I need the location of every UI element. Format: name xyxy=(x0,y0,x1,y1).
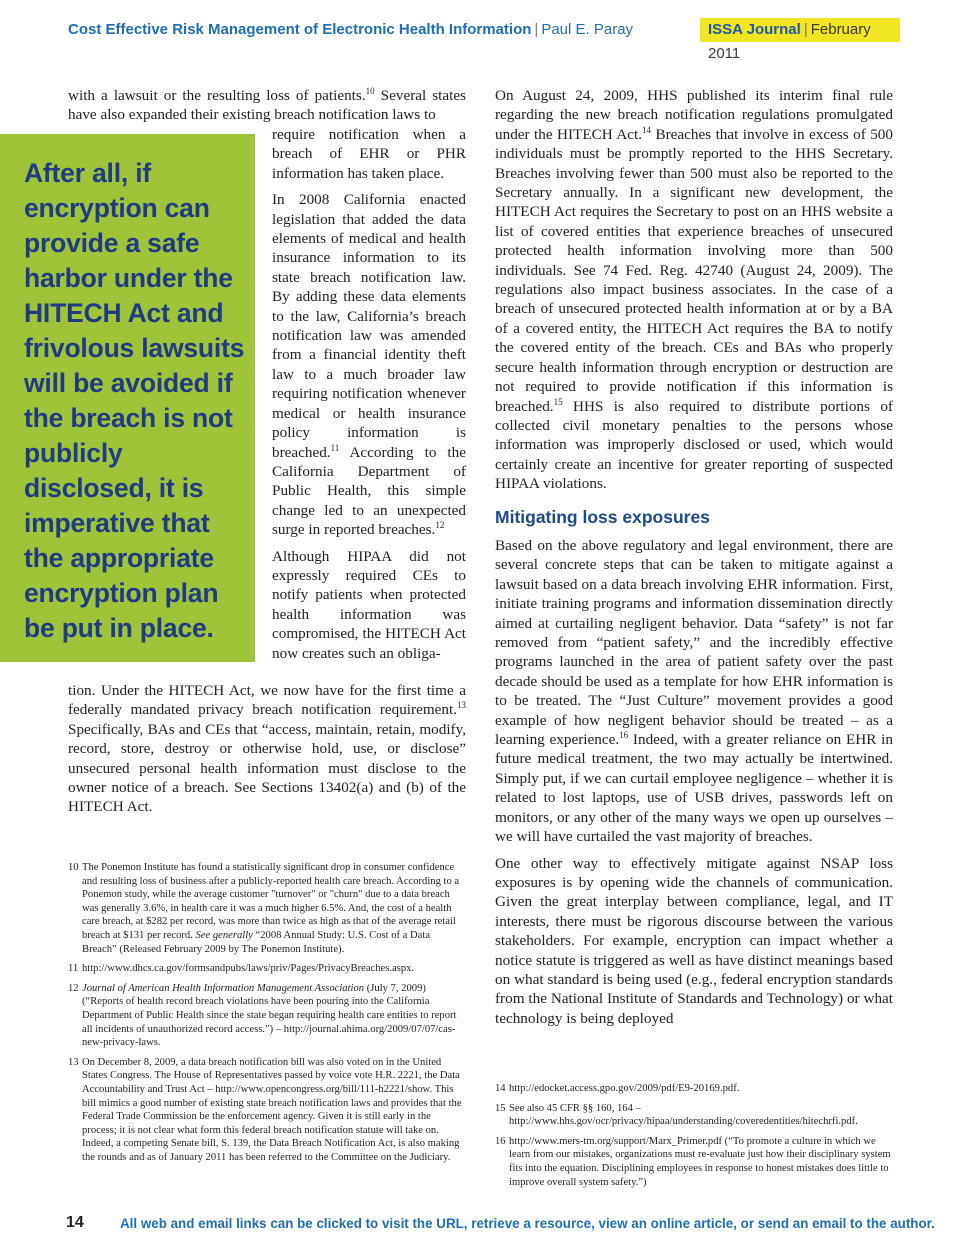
header-separator: | xyxy=(534,21,539,38)
journal-name: ISSA Journal xyxy=(708,21,801,38)
footnote: 10 The Ponemon Institute has found a statistically significant drop in consumer confidence and resulting loss of business after a publicly-reported health care breach. According to a Ponemon study, while the average customer "turnover" or "churn" due to a data breach was generally 3.6%, in health care it was a much higher 6.5%. And, the cost of a health care breach, at $282 per record, was more than twice as high as that of the average retail breach at $131 per record. See generally “2008 Annual Study: U.S. Cost of a Data Breach” (Released February 2009 by The Ponemon Institute). xyxy=(68,862,460,955)
header-separator: | xyxy=(803,21,808,38)
footnote-ref[interactable]: 16 xyxy=(619,730,629,740)
section-heading: Mitigating loss exposures xyxy=(495,507,710,527)
footnote-number: 16 xyxy=(495,1135,506,1147)
footnote: 12 Journal of American Health Information Management Association (July 7, 2009) (“Reports of health record breach violations have been pouring into the California Department of Public Health since the state began requiring health care entities to report all incidents of unauthorized record access.”) – http://journal.ahima.org/2009/07/07/cas-new-privacy-laws. xyxy=(68,982,457,1049)
right-column-bottom xyxy=(495,536,893,1028)
paragraph: On August 24, 2009, HHS published its interim final rule regarding the new breach notification regulations promulgated under the HITECH Act.$^{14}$ Breaches that involve in excess of 500 individuals must be promptly reported to the HHS Secretary. Breaches involving fewer than 500 must also be reported to the Secretary annually. In a significant new development, the HITECH Act requires the Secretary to post on an HHS website a list of covered entities that experience breaches of unsecured protected health information involving more than 500 individuals. See 74 Fed. Reg. 42740 (August 24, 2009). The regulations also impact business associates. In the case of a breach of unsecured protected health information at or by a BA of a covered entity, the HITECH Act requires the BA to notify the covered entity of the breach. CEs and BAs who properly secure health information through encryption or destruction are not required to provide notification if this information is breached.$^{15}$ HHS is also required to distribute portions of collected civil monetary penalties to the persons whose information was improperly disclosed or used, which would certainly create an incentive for greater reporting of suspected HIPAA violations. xyxy=(495,87,893,493)
footnote xyxy=(495,1082,893,1096)
journal-badge xyxy=(700,18,900,62)
footnote-number: 14 xyxy=(495,1083,506,1094)
paragraph: In 2008 California enacted legislation that added the data elements of medical and health insurance information to its state breach notification law. By adding these data elements to the law, California’s breach notification law was amended from a financial identity theft law to a much broader law requiring notification whenever medical or health insurance policy information is breached.$^{11}$ According to the California Department of Public Health, this simple change led to an unexpected surge in reported breaches.$^{12}$ xyxy=(272,191,466,539)
footnotes-right xyxy=(495,1082,893,1195)
left-column-bottom xyxy=(68,681,466,817)
footnote-ref[interactable]: 12 xyxy=(435,520,445,531)
left-column-narrow xyxy=(272,125,466,663)
paragraph: tion. Under the HITECH Act, we now have for the first time a federally mandated privacy breach notification requirement.$^{13}$ Specifically, BAs and CEs that “access, maintain, retain, modify, record, store, destroy or otherwise hold, use, or disclose” unsecured personal health information must disclose to the owner notice of a breach. See Sections 13402(a) and (b) of the HITECH Act. xyxy=(68,682,466,816)
links-note: All web and email links can be clicked to visit the URL, retrieve a resource, view an online article, or send an email to the author. xyxy=(120,1216,935,1231)
footnote-ref[interactable]: 13 xyxy=(457,700,466,711)
running-header xyxy=(58,18,688,42)
pull-quote-text: After all, if encryption can provide a safe harbor under the HITECH Act and frivolous lawsuits will be avoided if the breach is not publicly disclosed, it is imperative that the appropriate encryption plan be put in place. xyxy=(24,158,245,643)
paragraph: One other way to effectively mitigate against NSAP loss exposures is by opening wide the channels of communication. Given the great interplay between compliance, legal, and IT interests, there must be rigorous discourse between the various stakeholders. For example, encryption can impact whether a notice statute is triggered as well as have distinct meanings based on what standard is being used (e.g., federal encryption standards from the National Institute of Standards and Technology) or what technology is being deployed xyxy=(495,854,893,1027)
author-name: Paul E. Paray xyxy=(541,21,634,38)
footnote-link[interactable]: http://edocket.access.gpo.gov/2009/pdf/E9-20169.pdf. xyxy=(509,1083,740,1094)
footnotes-left xyxy=(68,861,466,1170)
footnote-link[interactable]: http://www.dhcs.ca.gov/formsandpubs/laws/priv/Pages/PrivacyBreaches.aspx. xyxy=(82,963,415,975)
footnote-ref[interactable]: 15 xyxy=(553,396,563,407)
footnote-number: 12 xyxy=(68,982,79,994)
right-column-top xyxy=(495,86,893,494)
pull-quote xyxy=(0,134,255,662)
footnote-ref[interactable]: 10 xyxy=(365,85,375,96)
paragraph: Based on the above regulatory and legal environment, there are several concrete steps that can be taken to mitigate against a lawsuit based on a data breach involving EHR information. First, initiate training programs and information dissemination directly aimed at curtailing negligent behavior. Data “safety” is not far removed from “patient safety,” and the incredibly effective programs launched in the area of patient safety over the past decade should be used as a template for how EHR information is to be treated. The “Just Culture” movement provides a good example of how negligent behavior should be treated – as a learning experience.$^{16}$ Indeed, with a greater reliance on EHR in future medical treatment, the two may actually be intertwined. Simply put, if we can curtail employee negligence – whether it is related to lost laptops, use of USB drives, passwords left on monitors, or any other of the many ways we open up ourselves – we will have curtailed the vast majority of breaches. xyxy=(495,537,893,846)
article-title: Cost Effective Risk Management of Electronic Health Information xyxy=(68,21,532,38)
footnote-number: 13 xyxy=(68,1056,79,1068)
footnote-number: 10 xyxy=(68,862,79,873)
footnote-ref[interactable]: 14 xyxy=(642,124,652,135)
footnote-number: 15 xyxy=(495,1102,506,1114)
left-column-intro xyxy=(68,86,466,125)
footnote: 15 See also 45 CFR §§ 160, 164 – http://www.hhs.gov/ocr/privacy/hipaa/understanding/coveredentities/hitechrfi.pdf. xyxy=(495,1102,858,1128)
paragraph: with a lawsuit or the resulting loss of patients.$^{10}$ Several states have also expanded their existing breach notification laws to xyxy=(68,85,466,124)
footnote: 16 http://www.mers-tm.org/support/Marx_Primer.pdf (“To promote a culture in which we learn from our mistakes, organizations must re-evaluate just how their disciplinary system fits into the equation. Disciplining employees in response to honest mistakes does little to improve overall system safety.”) xyxy=(495,1135,891,1188)
paragraph: Although HIPAA did not expressly required CEs to notify patients when protected health information was compromised, the HITECH Act now creates such an obliga- xyxy=(272,547,466,662)
footnote-number: 11 xyxy=(68,963,79,975)
paragraph: require notification when a breach of EHR or PHR information has taken place. xyxy=(272,126,466,182)
issue-date: February 2011 xyxy=(708,21,871,62)
footnote-ref[interactable]: 11 xyxy=(330,442,340,453)
footnote: 13 On December 8, 2009, a data breach notification bill was also voted on in the United States Congress. The House of Representatives passed by voice vote H.R. 2221, the Data Accountability and Trust Act – http://www.opencongress.org/bill/111-h2221/show. This bill mimics a good number of existing state breach notification laws and provides that the Federal Trade Commission be the enforcement agency. Given it is still early in the process; it is not clear what form this federal breach notification statute will take on. Indeed, a competing Senate bill, S. 139, the Data Breach Notification Act, is also making the rounds and as of January 2011 has been referred to the Committee on the Judiciary. xyxy=(68,1056,462,1163)
footnote xyxy=(68,962,466,976)
page-number: 14 xyxy=(66,1214,84,1231)
